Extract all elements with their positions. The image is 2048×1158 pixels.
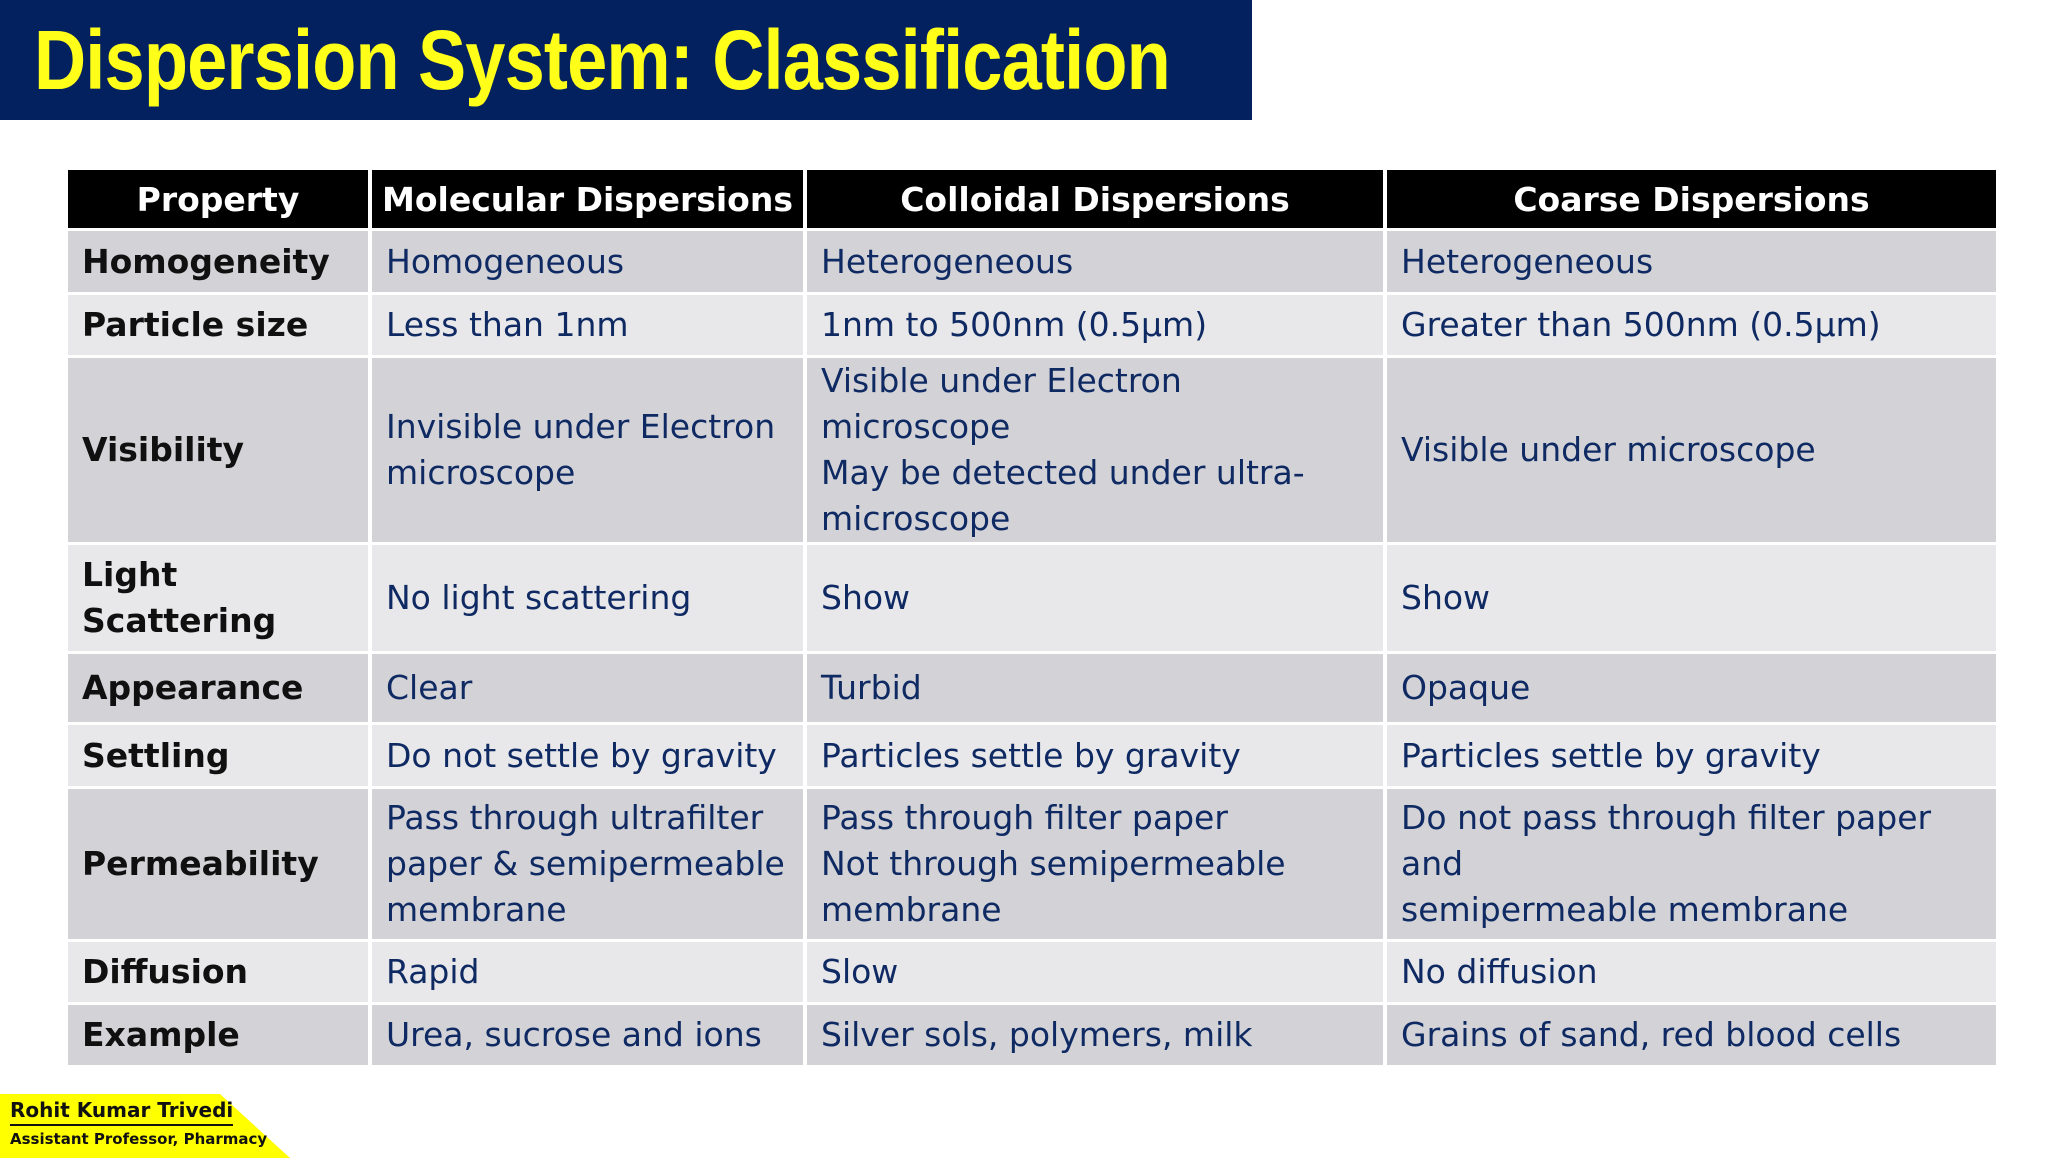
table-row — [68, 1005, 1996, 1065]
table-row — [68, 231, 1996, 292]
table-row — [68, 942, 1996, 1002]
colloidal-cell: 1nm to 500nm (0.5μm) — [807, 295, 1383, 355]
table-row — [68, 654, 1996, 722]
property-cell: Appearance — [68, 654, 368, 722]
molecular-cell: Clear — [372, 654, 803, 722]
table-row — [68, 358, 1996, 542]
table-row — [68, 725, 1996, 786]
property-cell: Visibility — [68, 358, 368, 542]
molecular-cell: Invisible under Electron microscope — [372, 358, 803, 542]
coarse-cell: Grains of sand, red blood cells — [1387, 1005, 1996, 1065]
coarse-cell: Do not pass through filter paper and semipermeable membrane — [1387, 789, 1996, 939]
colloidal-cell: Visible under Electron microscope May be detected under ultra- microscope — [807, 358, 1383, 542]
title-banner — [0, 0, 1252, 120]
coarse-cell: Greater than 500nm (0.5μm) — [1387, 295, 1996, 355]
table-row — [68, 545, 1996, 651]
molecular-cell: Rapid — [372, 942, 803, 1002]
property-cell: Example — [68, 1005, 368, 1065]
molecular-cell: Less than 1nm — [372, 295, 803, 355]
molecular-cell: Urea, sucrose and ions — [372, 1005, 803, 1065]
colloidal-cell: Heterogeneous — [807, 231, 1383, 292]
author-role: Assistant Professor, Pharmacy — [10, 1130, 268, 1148]
colloidal-cell: Silver sols, polymers, milk — [807, 1005, 1383, 1065]
molecular-cell: No light scattering — [372, 545, 803, 651]
author-signature-tag — [0, 1094, 290, 1158]
coarse-cell: Heterogeneous — [1387, 231, 1996, 292]
classification-table — [64, 167, 2000, 1068]
molecular-cell: Pass through ultrafilter paper & semipermeable membrane — [372, 789, 803, 939]
header-colloidal: Colloidal Dispersions — [807, 170, 1383, 228]
coarse-cell: Show — [1387, 545, 1996, 651]
coarse-cell: Particles settle by gravity — [1387, 725, 1996, 786]
molecular-cell: Do not settle by gravity — [372, 725, 803, 786]
property-cell: Permeability — [68, 789, 368, 939]
table-row — [68, 295, 1996, 355]
colloidal-cell: Turbid — [807, 654, 1383, 722]
property-cell: Homogeneity — [68, 231, 368, 292]
slide-title: Dispersion System: Classification — [34, 12, 1170, 107]
property-cell: Light Scattering — [68, 545, 368, 651]
coarse-cell: No diffusion — [1387, 942, 1996, 1002]
author-name: Rohit Kumar Trivedi — [10, 1098, 233, 1126]
coarse-cell: Visible under microscope — [1387, 358, 1996, 542]
header-molecular: Molecular Dispersions — [372, 170, 803, 228]
header-coarse: Coarse Dispersions — [1387, 170, 1996, 228]
property-cell: Diffusion — [68, 942, 368, 1002]
molecular-cell: Homogeneous — [372, 231, 803, 292]
header-property: Property — [68, 170, 368, 228]
colloidal-cell: Pass through filter paper Not through semipermeable membrane — [807, 789, 1383, 939]
table-row — [68, 789, 1996, 939]
property-cell: Settling — [68, 725, 368, 786]
table-header-row — [68, 170, 1996, 228]
colloidal-cell: Particles settle by gravity — [807, 725, 1383, 786]
colloidal-cell: Show — [807, 545, 1383, 651]
colloidal-cell: Slow — [807, 942, 1383, 1002]
property-cell: Particle size — [68, 295, 368, 355]
coarse-cell: Opaque — [1387, 654, 1996, 722]
